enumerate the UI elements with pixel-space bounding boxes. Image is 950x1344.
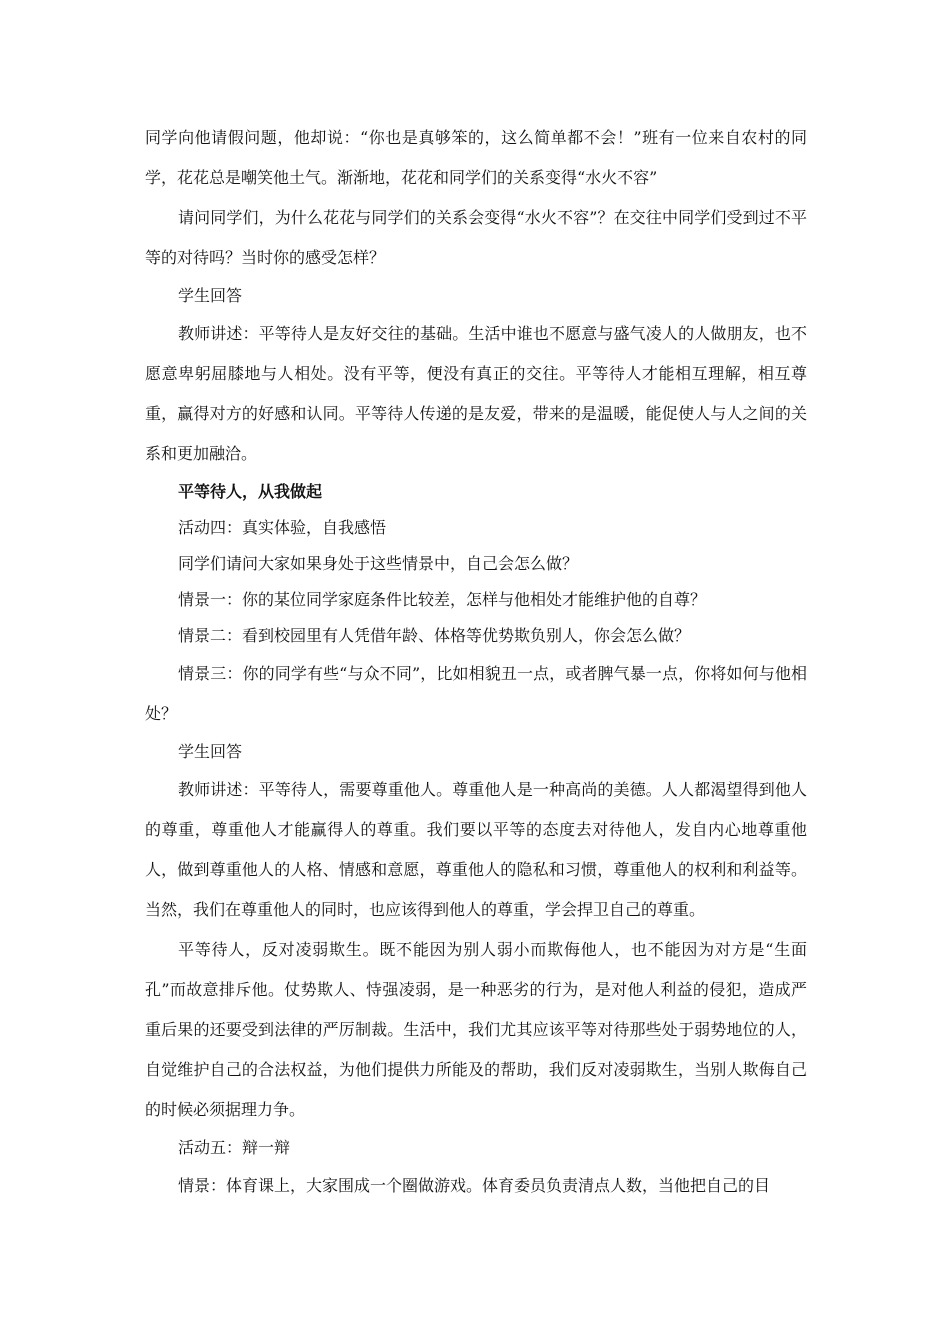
document-body bbox=[145, 118, 807, 1206]
scenario-two: 情景二：看到校园里有人凭借年龄、体格等优势欺负别人，你会怎么做？ bbox=[178, 626, 691, 645]
paragraph-story-continuation: 同学向他请假问题，他却说：“你也是真够笨的，这么简单都不会！”班有一位来自农村的同学，花花总是嘲笑他土气。渐渐地，花花和同学们的关系变得“水火不容” bbox=[145, 128, 807, 187]
paragraph-anti-bullying: 平等待人，反对凌弱欺生。既不能因为别人弱小而欺侮他人，也不能因为对方是“生面孔”而故意排斥他。仗势欺人、恃强凌弱，是一种恶劣的行为，是对他人利益的侵犯，造成严重后果的还要受到法律的严厉制裁。生活中，我们尤其应该平等对待那些处于弱势地位的人，自觉维护自己的合法权益，为他们提供力所能及的帮助，我们反对凌弱欺生，当别人欺侮自己的时候必须据理力争。 bbox=[145, 940, 807, 1119]
activity-four-title: 活动四：真实体验，自我感悟 bbox=[178, 518, 387, 537]
paragraph-student-answer-2: 学生回答 bbox=[178, 742, 243, 761]
paragraph-teacher-explanation-2: 教师讲述：平等待人，需要尊重他人。尊重他人是一种高尚的美德。人人都渴望得到他人的尊重，尊重他人才能赢得人的尊重。我们要以平等的态度去对待他人，发自内心地尊重他人，做到尊重他人的人格、情感和意愿，尊重他人的隐私和习惯，尊重他人的权利和利益等。当然，我们在尊重他人的同时，也应该得到他人的尊重，学会捍卫自己的尊重。 bbox=[145, 780, 807, 919]
paragraph-prompt: 同学们请问大家如果身处于这些情景中，自己会怎么做？ bbox=[178, 554, 579, 573]
scenario-one: 情景一：你的某位同学家庭条件比较差，怎样与他相处才能维护他的自尊？ bbox=[178, 590, 707, 609]
scenario-pe-class: 情景：体育课上，大家围成一个圈做游戏。体育委员负责清点人数，当他把自己的目 bbox=[178, 1176, 771, 1195]
activity-five-title: 活动五：辩一辩 bbox=[178, 1138, 291, 1157]
paragraph-teacher-explanation: 教师讲述：平等待人是友好交往的基础。生活中谁也不愿意与盛气凌人的人做朋友，也不愿意卑躬屈膝地与人相处。没有平等，便没有真正的交往。平等待人才能相互理解，相互尊重，赢得对方的好感和认同。平等待人传递的是友爱，带来的是温暖，能促使人与人之间的关系和更加融洽。 bbox=[145, 324, 807, 463]
scenario-three: 情景三：你的同学有些“与众不同”，比如相貌丑一点，或者脾气暴一点，你将如何与他相处？ bbox=[145, 664, 807, 723]
paragraph-student-answer: 学生回答 bbox=[178, 286, 243, 305]
paragraph-question: 请问同学们，为什么花花与同学们的关系会变得“水火不容”？在交往中同学们受到过不平等的对待吗？当时你的感受怎样？ bbox=[145, 208, 807, 267]
section-heading: 平等待人，从我做起 bbox=[178, 482, 323, 501]
